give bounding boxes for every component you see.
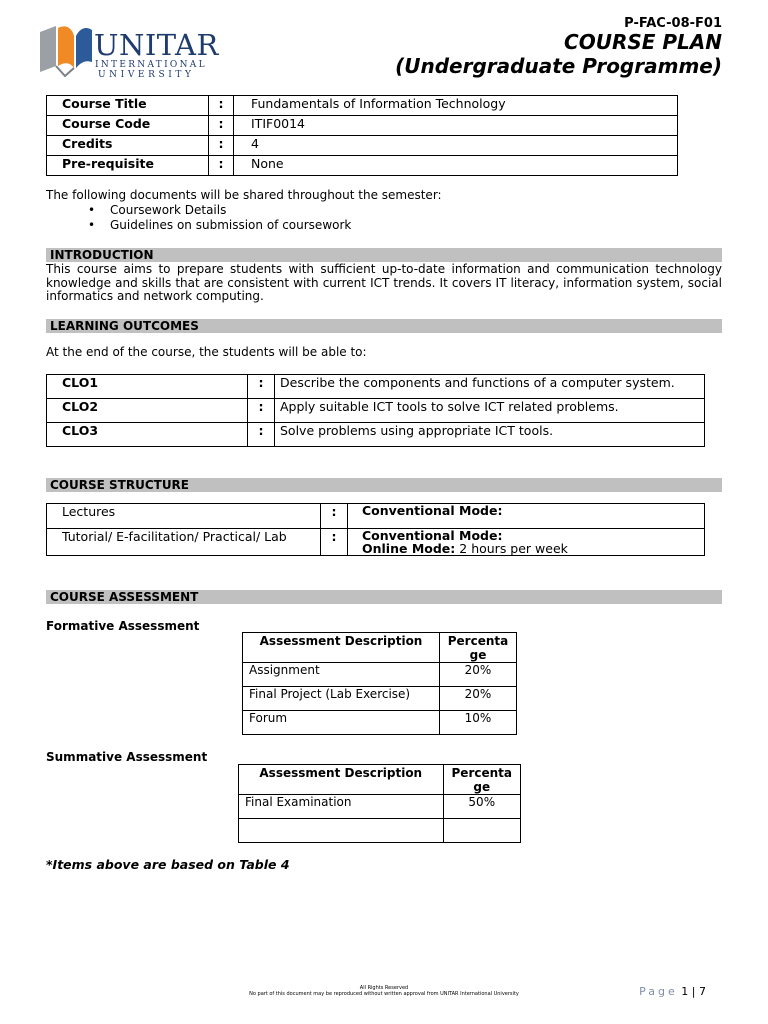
page-subtitle: (Undergraduate Programme)	[395, 54, 722, 78]
logo-subline-2: UNIVERSITY	[98, 70, 195, 80]
table-row	[47, 399, 705, 423]
section-heading-course-structure	[46, 478, 722, 492]
copyright-notice: No part of this document may be reproduced without written approval from UNITAR International University	[249, 991, 519, 997]
info-label: Pre-requisite	[47, 156, 209, 176]
formative-heading: Formative Assessment	[46, 619, 200, 633]
document-code: P-FAC-08-F01	[624, 16, 722, 31]
assessment-desc: Final Examination	[239, 795, 444, 819]
logo-wordmark: UNITAR	[94, 28, 219, 62]
structure-mode	[348, 504, 705, 529]
logo-subline-1: INTERNATIONAL	[95, 60, 207, 70]
table-row	[47, 529, 705, 556]
table-row	[47, 504, 705, 529]
section-heading-text: COURSE STRUCTURE	[50, 478, 189, 492]
clo-text: Apply suitable ICT tools to solve ICT related problems.	[275, 399, 705, 423]
learning-outcomes-intro: At the end of the course, the students will be able to:	[46, 345, 367, 359]
university-logo	[36, 22, 219, 80]
colon: :	[248, 423, 275, 447]
assessment-desc: Forum	[243, 711, 440, 735]
list-item: • Coursework Details	[46, 203, 722, 218]
info-label: Course Title	[47, 96, 209, 116]
table-row	[47, 116, 678, 136]
colon: :	[248, 375, 275, 399]
column-header: Assessment Description	[239, 765, 444, 795]
mode-label: Conventional Mode:	[362, 503, 503, 518]
table-header-row	[239, 765, 521, 795]
table-row	[243, 663, 517, 687]
table-note: *Items above are based on Table 4	[46, 857, 290, 872]
column-header: Percenta ge	[440, 633, 517, 663]
clo-text: Solve problems using appropriate ICT tools.	[275, 423, 705, 447]
section-heading-text: COURSE ASSESSMENT	[50, 590, 199, 604]
table-row	[47, 423, 705, 447]
table-row	[47, 96, 678, 116]
clo-code: CLO1	[47, 375, 248, 399]
column-header: Assessment Description	[243, 633, 440, 663]
colon: :	[321, 504, 348, 529]
table-row	[239, 819, 521, 843]
summative-assessment-table	[238, 764, 521, 843]
page-count: 1 | 7	[681, 985, 706, 998]
learning-outcomes-table	[46, 374, 705, 447]
structure-label: Tutorial/ E-facilitation/ Practical/ Lab	[47, 529, 321, 556]
info-value: None	[234, 156, 678, 176]
page-title: COURSE PLAN	[564, 30, 722, 54]
shared-docs-intro: The following documents will be shared throughout the semester:	[46, 188, 442, 202]
table-row	[239, 795, 521, 819]
info-value: 4	[234, 136, 678, 156]
table-row	[47, 136, 678, 156]
colon: :	[321, 529, 348, 556]
page-word: Page	[639, 985, 678, 998]
rights-text: All Rights Reserved	[359, 985, 409, 991]
course-structure-table	[46, 503, 705, 556]
shared-docs-list	[46, 203, 722, 233]
column-header: Percenta ge	[443, 765, 520, 795]
table-row	[47, 156, 678, 176]
assessment-pct: 10%	[440, 711, 517, 735]
structure-mode	[348, 529, 705, 556]
structure-label: Lectures	[47, 504, 321, 529]
mode-value: 2 hours per week	[459, 541, 568, 556]
logo-book-icon	[36, 22, 94, 80]
colon: :	[248, 399, 275, 423]
introduction-text: This course aims to prepare students with sufficient up-to-date information and communication technology knowledge and skills that are consistent with current ICT trends. It covers IT literacy, information system, social informatics and network computing.	[46, 262, 722, 303]
course-info-table	[46, 95, 678, 176]
section-heading-text: INTRODUCTION	[50, 248, 154, 262]
table-row	[243, 687, 517, 711]
section-heading-introduction	[46, 248, 722, 262]
mode-label: Online Mode:	[362, 541, 456, 556]
colon: :	[209, 96, 234, 116]
assessment-pct	[443, 819, 520, 843]
assessment-desc: Assignment	[243, 663, 440, 687]
section-heading-course-assessment	[46, 590, 722, 604]
colon: :	[209, 136, 234, 156]
assessment-desc: Final Project (Lab Exercise)	[243, 687, 440, 711]
clo-code: CLO2	[47, 399, 248, 423]
clo-code: CLO3	[47, 423, 248, 447]
mode-label: Conventional Mode:	[362, 528, 503, 543]
formative-assessment-table	[242, 632, 517, 735]
summative-heading: Summative Assessment	[46, 750, 208, 764]
info-value: ITIF0014	[234, 116, 678, 136]
section-heading-learning-outcomes	[46, 319, 722, 333]
info-label: Credits	[47, 136, 209, 156]
colon: :	[209, 156, 234, 176]
assessment-pct: 50%	[443, 795, 520, 819]
colon: :	[209, 116, 234, 136]
info-label: Course Code	[47, 116, 209, 136]
info-value: Fundamentals of Information Technology	[234, 96, 678, 116]
section-heading-text: LEARNING OUTCOMES	[50, 319, 199, 333]
assessment-pct: 20%	[440, 687, 517, 711]
table-header-row	[243, 633, 517, 663]
table-row	[243, 711, 517, 735]
assessment-pct: 20%	[440, 663, 517, 687]
page-number	[639, 985, 706, 998]
assessment-desc	[239, 819, 444, 843]
list-item: • Guidelines on submission of coursework	[46, 218, 722, 233]
table-row	[47, 375, 705, 399]
clo-text: Describe the components and functions of a computer system.	[275, 375, 705, 399]
